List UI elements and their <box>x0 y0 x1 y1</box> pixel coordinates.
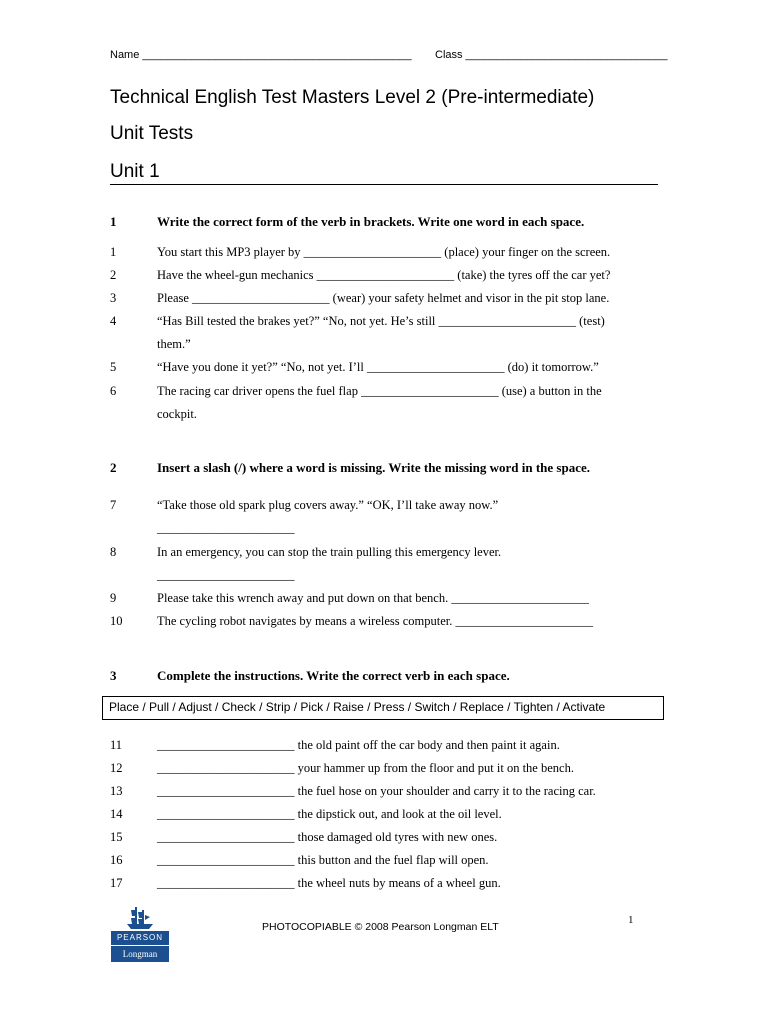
question-number: 11 <box>110 738 123 752</box>
section-3-number: 3 <box>110 668 117 683</box>
word-bank-box: Place / Pull / Adjust / Check / Strip / Pick / Raise / Press / Switch / Replace / Tighten / Activate <box>102 696 664 720</box>
question-number: 8 <box>110 545 117 559</box>
document-title: Technical English Test Masters Level 2 (Pre-intermediate) <box>110 87 595 108</box>
question-number: 15 <box>110 830 123 844</box>
section-1-number: 1 <box>110 214 117 229</box>
question-text: ______________________ the old paint off the car body and then paint it again. <box>157 738 560 752</box>
pearson-longman-logo <box>111 904 169 964</box>
question-number: 7 <box>110 498 117 512</box>
class-field-label: Class _________________________________ <box>435 49 668 61</box>
logo-pearson-text: PEARSON <box>111 931 169 945</box>
question-number: 4 <box>110 314 117 328</box>
page-number: 1 <box>628 914 634 926</box>
question-number: 5 <box>110 360 117 374</box>
question-number: 16 <box>110 853 123 867</box>
copyright-notice: PHOTOCOPIABLE © 2008 Pearson Longman ELT <box>262 921 499 933</box>
section-1-instruction: Write the correct form of the verb in brackets. Write one word in each space. <box>157 214 585 229</box>
question-text: “Take those old spark plug covers away.” “OK, I’ll take away now.” <box>157 498 499 512</box>
question-text-continued: them.” <box>157 337 191 351</box>
question-number: 12 <box>110 761 123 775</box>
logo-longman-text: Longman <box>111 946 169 962</box>
question-number: 3 <box>110 291 117 305</box>
question-text: The cycling robot navigates by means a wireless computer. ______________________ <box>157 614 594 628</box>
section-3-instruction: Complete the instructions. Write the correct verb in each space. <box>157 668 510 683</box>
question-text: ______________________ your hammer up from the floor and put it on the bench. <box>157 761 574 775</box>
question-text: ______________________ those damaged old tyres with new ones. <box>157 830 498 844</box>
question-text: ______________________ this button and the fuel flap will open. <box>157 853 489 867</box>
question-number: 10 <box>110 614 123 628</box>
question-text: You start this MP3 player by ______________________ (place) your finger on the screen. <box>157 245 611 259</box>
unit-divider <box>110 184 658 185</box>
question-number: 13 <box>110 784 123 798</box>
question-text: In an emergency, you can stop the train pulling this emergency lever. <box>157 545 502 559</box>
question-text: Please take this wrench away and put down on that bench. ______________________ <box>157 591 589 605</box>
question-text: The racing car driver opens the fuel flap ______________________ (use) a button in the <box>157 384 602 398</box>
question-number: 2 <box>110 268 117 282</box>
section-2-instruction: Insert a slash (/) where a word is missing. Write the missing word in the space. <box>157 460 590 475</box>
answer-blank: ______________________ <box>157 521 295 535</box>
question-text: ______________________ the dipstick out, and look at the oil level. <box>157 807 502 821</box>
question-text: “Has Bill tested the brakes yet?” “No, not yet. He’s still ______________________ (test) <box>157 314 605 328</box>
name-field-label: Name ____________________________________________ <box>110 49 412 61</box>
document-subtitle: Unit Tests <box>110 123 194 144</box>
question-text: Please ______________________ (wear) your safety helmet and visor in the pit stop lane. <box>157 291 610 305</box>
question-number: 1 <box>110 245 117 259</box>
question-text-continued: cockpit. <box>157 407 197 421</box>
question-text: ______________________ the wheel nuts by means of a wheel gun. <box>157 876 501 890</box>
question-number: 9 <box>110 591 117 605</box>
question-text: “Have you done it yet?” “No, not yet. I’ll ______________________ (do) it tomorrow.” <box>157 360 599 374</box>
section-2-number: 2 <box>110 460 117 475</box>
question-text: Have the wheel-gun mechanics ______________________ (take) the tyres off the car yet? <box>157 268 611 282</box>
unit-heading: Unit 1 <box>110 161 160 182</box>
question-text: ______________________ the fuel hose on your shoulder and carry it to the racing car. <box>157 784 596 798</box>
question-number: 14 <box>110 807 123 821</box>
question-number: 17 <box>110 876 123 890</box>
question-number: 6 <box>110 384 117 398</box>
answer-blank: ______________________ <box>157 568 295 582</box>
ship-icon <box>111 904 169 930</box>
